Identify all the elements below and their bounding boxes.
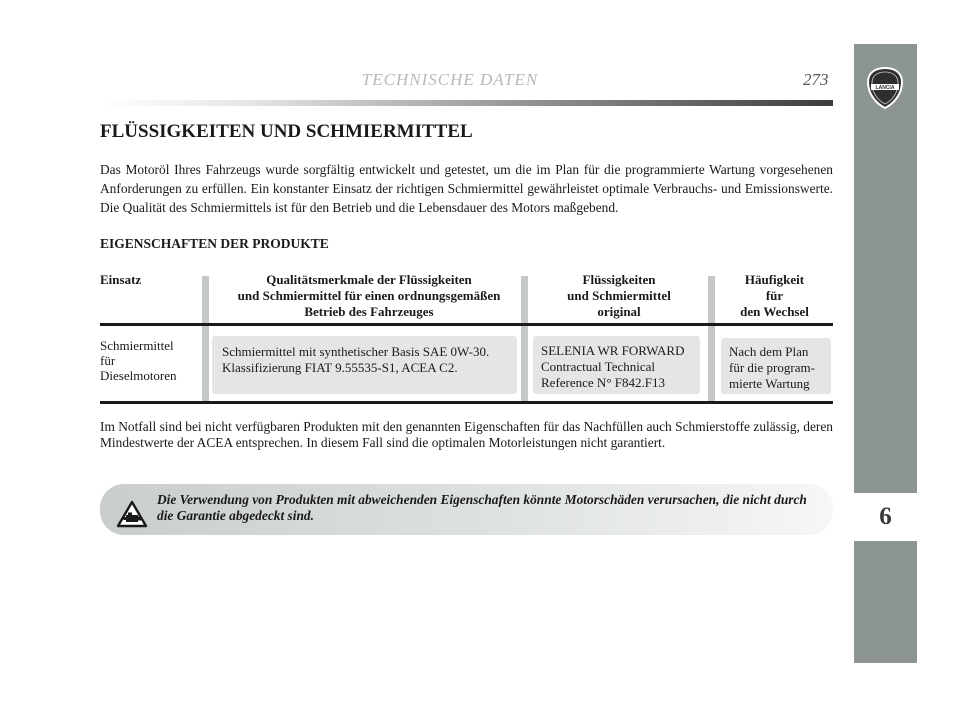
column-header-change-interval: Häufigkeit für den Wechsel xyxy=(740,272,809,319)
column-header-usage: Einsatz xyxy=(100,272,142,287)
table-cell-original-fluid: SELENIA WR FORWARD Contractual Technical Reference N° F842.F13 xyxy=(533,336,700,394)
table-cell-change-interval: Nach dem Plan für die program- mierte Wartung xyxy=(721,338,831,394)
header-divider xyxy=(100,100,833,106)
table-cell-usage: Schmiermittel für Dieselmotoren xyxy=(100,338,177,383)
column-separator xyxy=(521,276,528,402)
chapter-side-tab xyxy=(854,44,917,663)
lancia-shield-icon xyxy=(866,67,904,109)
table-cell-quality: Schmiermittel mit synthetischer Basis SAE 0W-30. Klassifizierung FIAT 9.55535-S1, ACEA C2. xyxy=(212,336,517,394)
column-header-original-fluids: Flüssigkeiten und Schmiermittel original xyxy=(567,272,671,319)
column-header-quality: Qualitätsmerkmale der Flüssigkeiten und Schmiermittel für einen ordnungsgemäßen Betrieb des Fahrzeuges xyxy=(237,272,501,319)
column-separator xyxy=(202,276,209,402)
warning-text: Die Verwendung von Produkten mit abweichenden Eigenschaften könnte Motorschäden verursachen, die nicht durch die Garantie abgedeckt sind. xyxy=(157,492,807,523)
emergency-note-paragraph: Im Notfall sind bei nicht verfügbaren Produkten mit den genannten Eigenschaften für das Nachfüllen auch Schmierstoffe zulässig, deren Mindestwerte der ACEA entsprechen. In diesem Fall sind die optimalen Motorleistungen nicht garantiert. xyxy=(100,419,833,450)
chapter-number: 6 xyxy=(879,503,892,530)
intro-paragraph: Das Motoröl Ihres Fahrzeugs wurde sorgfältig entwickelt und getestet, um die im Plan für die programmierte Wartung vorgesehenen Anforderungen zu erfüllen. Ein konstanter Einsatz der richtigen Schmiermittel gewährleistet optimale Verbrauchs- und Emissionswerte. Die Qualität des Schmiermittels ist für den Betrieb und die Lebensdauer des Motors maßgebend. xyxy=(100,162,833,215)
table-bottom-rule xyxy=(100,401,833,404)
engine-warning-triangle-icon xyxy=(116,500,148,528)
page-header-title: TECHNISCHE DATEN xyxy=(361,70,539,89)
column-separator xyxy=(708,276,715,402)
section-title: FLÜSSIGKEITEN UND SCHMIERMITTEL xyxy=(100,121,473,142)
page-number: 273 xyxy=(803,70,829,89)
table-header-rule xyxy=(100,323,833,326)
chapter-marker[interactable] xyxy=(854,493,917,541)
product-table-title: EIGENSCHAFTEN DER PRODUKTE xyxy=(100,236,329,251)
logo-text: LANCIA xyxy=(875,85,895,91)
